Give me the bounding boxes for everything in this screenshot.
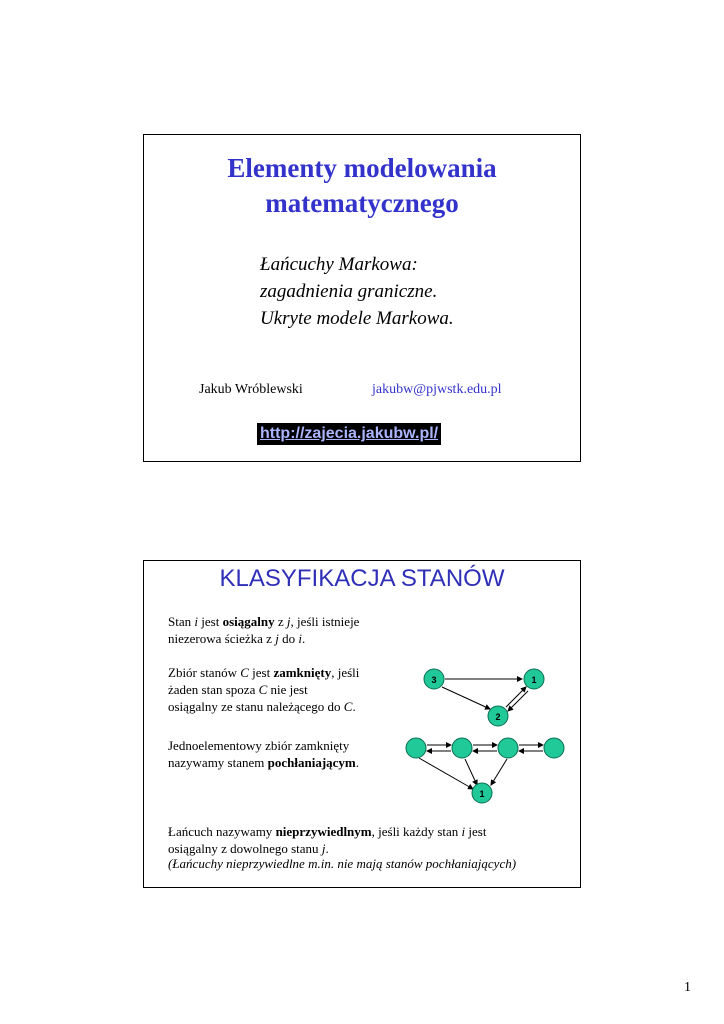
title-slide xyxy=(143,134,581,462)
title-line-1: Elementy modelowania xyxy=(227,153,497,183)
author-name: Jakub Wróblewski xyxy=(199,382,303,397)
definition-irreducible: Łańcuch nazywamy nieprzywiedlnym, jeśli każdy stan i jest osiągalny z dowolnego stanu j. xyxy=(168,824,487,856)
author-email-link[interactable]: jakubw@pjwstk.edu.pl xyxy=(372,382,502,397)
graph-node xyxy=(452,738,472,758)
node-label: 3 xyxy=(431,675,437,685)
node-label: 2 xyxy=(495,712,501,722)
graph-node xyxy=(406,738,426,758)
graph-node xyxy=(498,738,518,758)
node-label: 1 xyxy=(479,789,485,799)
edge xyxy=(465,759,477,785)
absorbing-state-graph xyxy=(399,731,569,806)
slide-title xyxy=(144,151,580,221)
node-label: 1 xyxy=(531,675,537,685)
page-number: 1 xyxy=(684,980,691,995)
graph-node xyxy=(544,738,564,758)
definition-absorbing: Jednoelementowy zbiór zamknięty nazywamy stanem pochłaniającym. xyxy=(168,738,360,770)
title-line-2: matematycznego xyxy=(265,188,459,218)
edge-2-1 xyxy=(506,687,526,707)
definition-closed-set: Zbiór stanów C jest zamknięty, jeśli żaden stan spoza C nie jest osiągalny ze stanu należącego do C. xyxy=(168,665,360,714)
edge xyxy=(491,759,507,785)
slide-subtitle xyxy=(260,251,454,332)
edge-3-2 xyxy=(442,687,490,709)
closed-set-graph xyxy=(412,661,562,731)
irreducible-note: (Łańcuchy nieprzywiedlne m.in. nie mają stanów pochłaniających) xyxy=(168,856,517,871)
subtitle-line-1: Łańcuchy Markowa: xyxy=(260,254,418,275)
content-slide xyxy=(143,560,581,888)
subtitle-line-2: zagadnienia graniczne. xyxy=(260,281,438,302)
edge-1-2 xyxy=(508,691,528,711)
slide-title: KLASYFIKACJA STANÓW xyxy=(219,565,505,592)
edge xyxy=(419,758,473,789)
subtitle-line-3: Ukryte modele Markowa. xyxy=(260,308,454,329)
definition-reachable: Stan i jest osiągalny z j, jeśli istnieje niezerowa ścieżka z j do i. xyxy=(168,614,360,646)
course-url-link[interactable]: http://zajecia.jakubw.pl/ xyxy=(257,423,441,445)
